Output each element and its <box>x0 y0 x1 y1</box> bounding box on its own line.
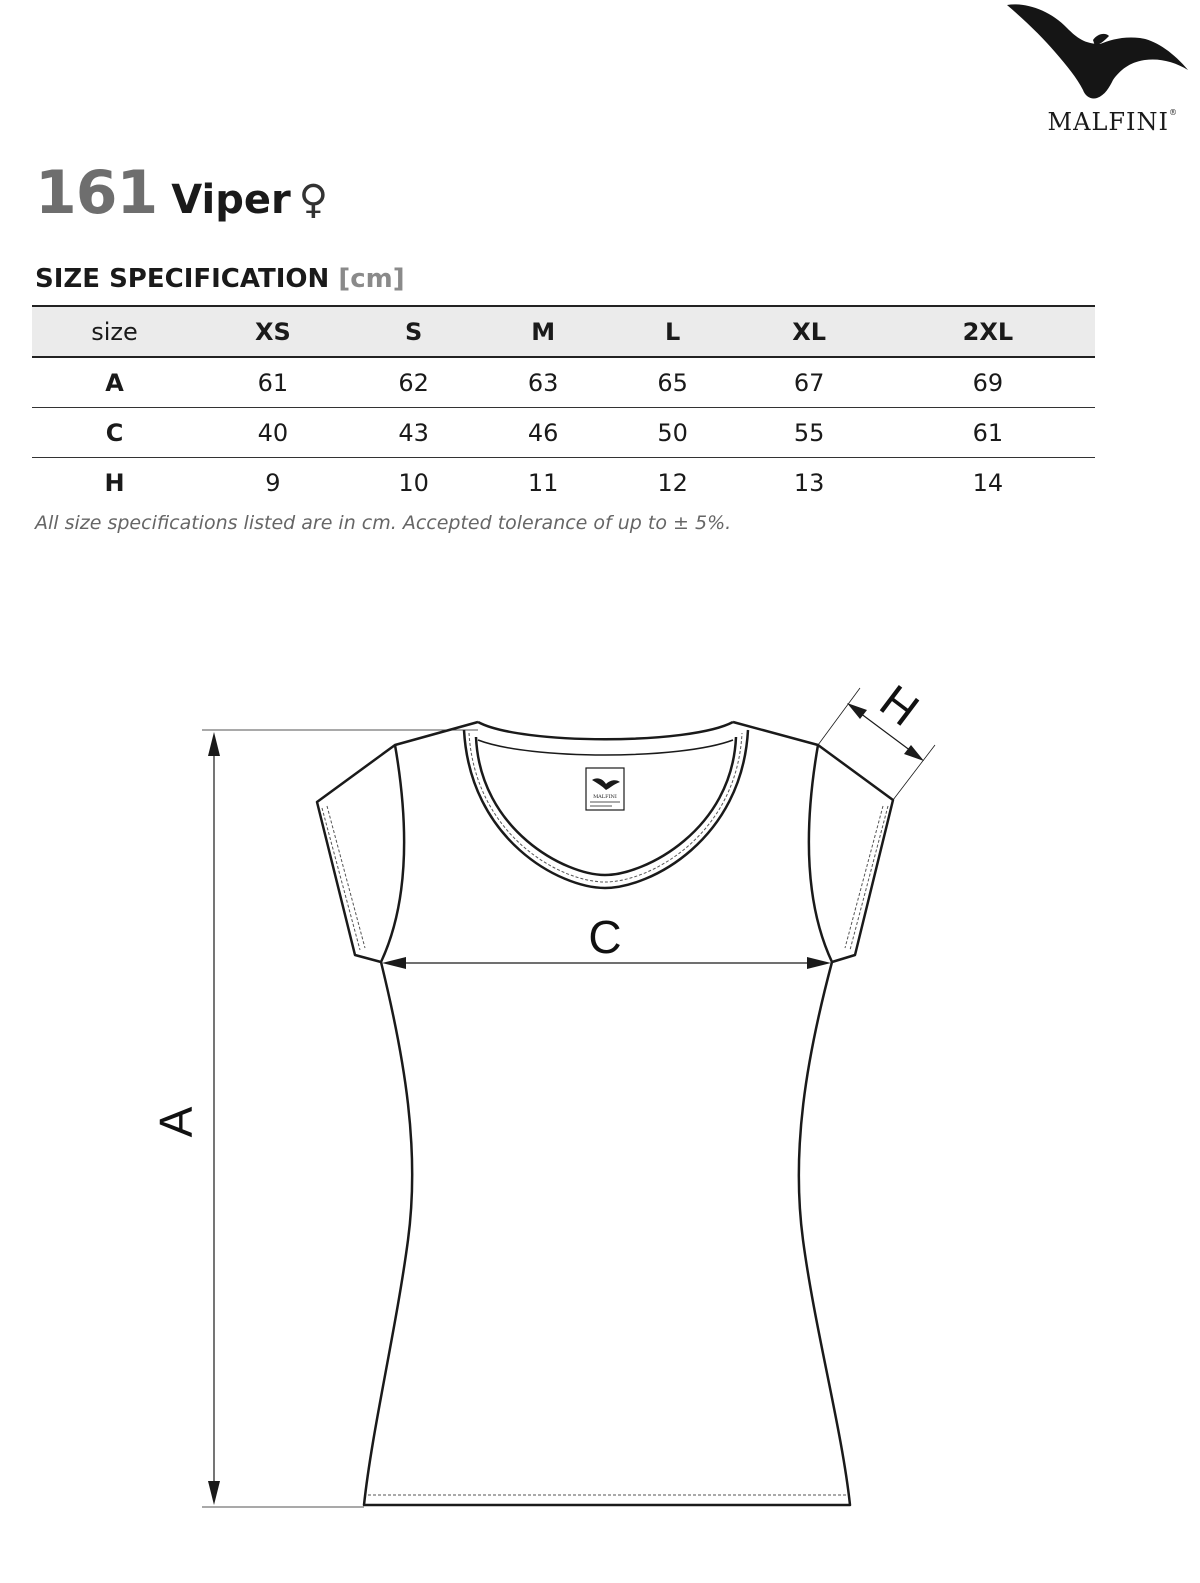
table-cell: 12 <box>657 468 688 497</box>
table-cell: 61 <box>972 418 1004 447</box>
neck-label-brand: MALFINI <box>593 794 617 800</box>
row-label: H <box>104 468 125 497</box>
table-cell: 46 <box>527 418 559 447</box>
table-cell: 11 <box>527 468 559 497</box>
tshirt-outline <box>317 722 893 1505</box>
header-size: M <box>531 317 556 346</box>
table-cell: 43 <box>398 418 429 447</box>
table-cell: 10 <box>398 468 429 497</box>
table-cell: 50 <box>657 418 688 447</box>
header-size: 2XL <box>962 317 1014 346</box>
header-size: S <box>404 317 423 346</box>
table-cell: 14 <box>972 468 1004 497</box>
table-cell: 55 <box>793 418 825 447</box>
table-cell: 63 <box>527 368 559 397</box>
row-label: C <box>105 418 124 447</box>
header-size: XL <box>792 317 827 346</box>
table-cell: 65 <box>657 368 688 397</box>
neck-label <box>586 768 624 810</box>
size-spec-heading: SIZE SPECIFICATION [cm] <box>35 264 405 294</box>
female-symbol-icon: ♀ <box>298 177 328 223</box>
brand-wordmark: MALFINI® <box>1047 108 1178 136</box>
tolerance-note: All size specifications listed are in cm. Accepted tolerance of up to ± 5%. <box>35 512 732 534</box>
table-cell: 61 <box>257 368 289 397</box>
table-cell: 9 <box>265 468 281 497</box>
dimension-a <box>202 730 478 1507</box>
table-cell: 13 <box>793 468 825 497</box>
dimension-a-label: A <box>150 1106 202 1138</box>
dimension-c-label: C <box>588 911 622 963</box>
header-size: XS <box>255 317 291 346</box>
table-cell: 40 <box>257 418 289 447</box>
product-name: Viper <box>171 177 291 223</box>
table-cell: 69 <box>972 368 1004 397</box>
header-size: L <box>665 317 681 346</box>
table-cell: 67 <box>793 368 825 397</box>
row-label: A <box>105 368 124 397</box>
unit-label: [cm] <box>338 264 405 294</box>
table-cell: 62 <box>398 368 429 397</box>
dimension-h-label: H <box>870 674 929 736</box>
header-size-label: size <box>91 317 138 346</box>
product-number: 161 <box>35 158 158 228</box>
